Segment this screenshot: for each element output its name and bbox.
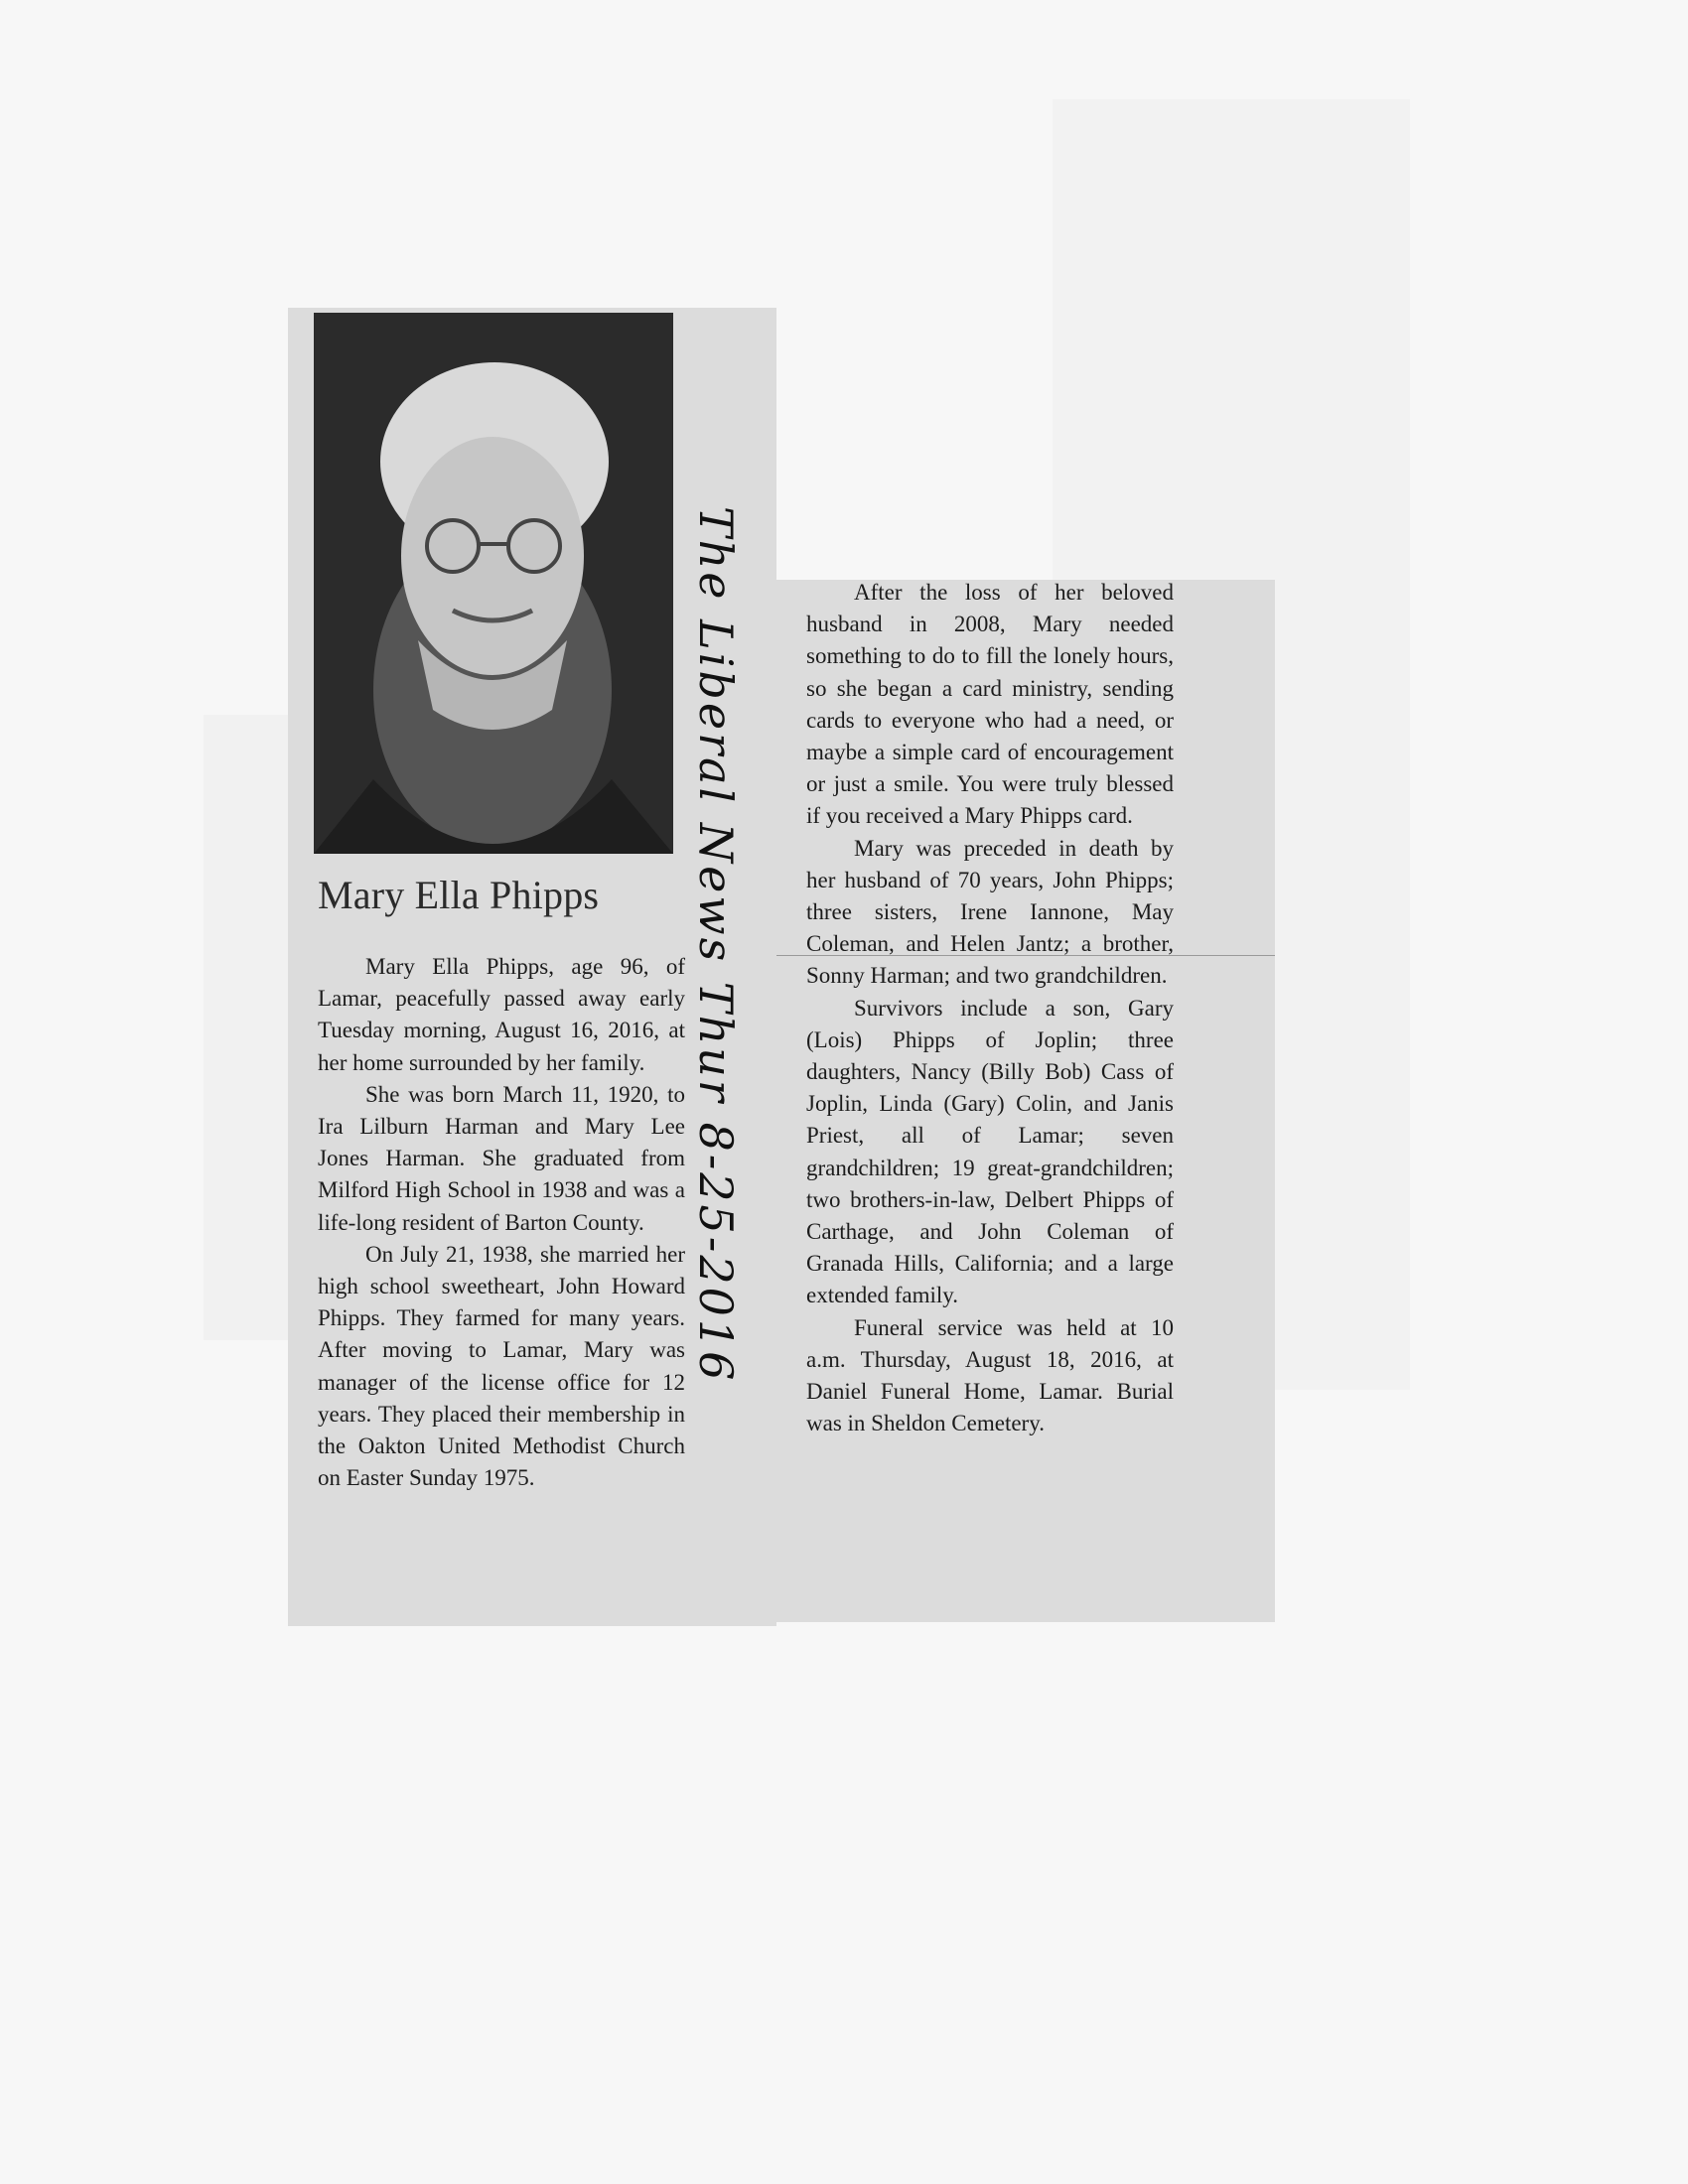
obituary-paragraph: Funeral service was held at 10 a.m. Thursday, August 18, 2016, at Daniel Funeral Home, Lamar. Burial was in Sheldon Cemetery. [806, 1314, 1174, 1436]
obituary-paragraph: Mary was preceded in death by her husband of 70 years, John Phipps; three sisters, Irene Iannone, May Coleman, and Helen Jantz; a brother, Sonny Harman; and two grandchildren. [806, 835, 1174, 989]
obituary-paragraph: Survivors include a son, Gary (Lois) Phipps of Joplin; three daughters, Nancy (Billy Bob) Cass of Joplin, Linda (Gary) Colin, and Janis Priest, all of Lamar; seven grandchildren; 19 great-grandchildren; two brothers-in-law, Delbert Phipps of Carthage, and John Coleman of Granada Hills, California; and a large extended family. [806, 995, 1174, 1308]
obituary-right-column [806, 577, 1174, 1439]
portrait-photo [314, 313, 673, 854]
handwritten-source-note: The Liberal News Thur 8-25-2016 [689, 506, 743, 1384]
obituary-paragraph: On July 21, 1938, she married her high school sweetheart, John Howard Phipps. They farmed for many years. After moving to Lamar, Mary was manager of the license office for 12 years. They placed their membership in the Oakton United Methodist Church on Easter Sunday 1975. [318, 1241, 685, 1491]
obituary-paragraph: Mary Ella Phipps, age 96, of Lamar, peacefully passed away early Tuesday morning, August 16, 2016, at her home surrounded by her family. [318, 954, 685, 1075]
obituary-left-column [318, 951, 685, 1494]
obituary-paragraph: She was born March 11, 1920, to Ira Lilburn Harman and Mary Lee Jones Harman. She graduated from Milford High School in 1938 and was a life-long resident of Barton County. [318, 1081, 685, 1235]
obituary-paragraph: After the loss of her beloved husband in 2008, Mary needed something to do to fill the lonely hours, so she began a card ministry, sending cards to everyone who had a need, or maybe a simple card of encouragement or just a smile. You were truly blessed if you received a Mary Phipps card. [806, 580, 1174, 829]
portrait-illustration [314, 313, 673, 854]
obituary-name-heading: Mary Ella Phipps [318, 873, 600, 917]
background-bleed-left [204, 715, 293, 1340]
